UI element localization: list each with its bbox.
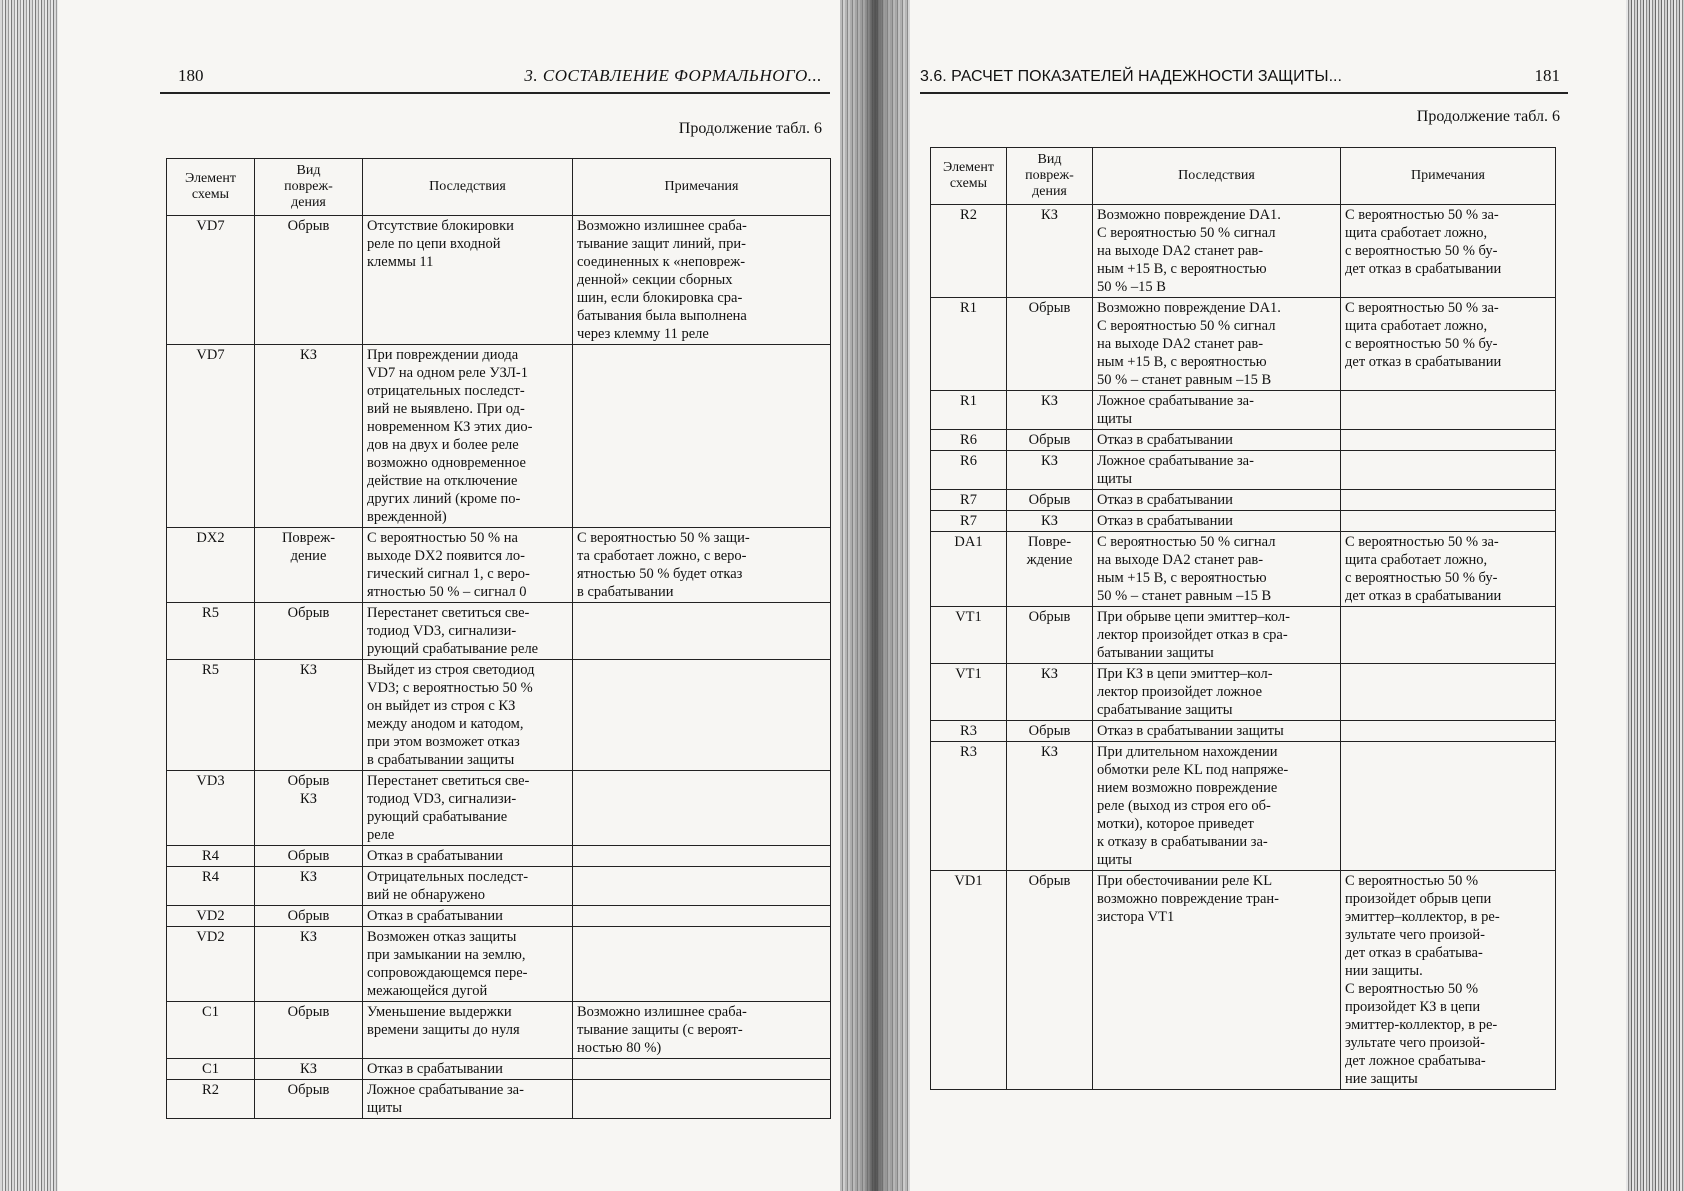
cell-note: Возможно излишнее сраба- тывание защит линий, при- соединенных к «неповреж- денной» секции сборных шин, если блокировка сра- батывания была выполнена через клемму 11 реле bbox=[573, 216, 831, 345]
left-page-number: 180 bbox=[178, 66, 204, 85]
left-failure-table bbox=[166, 158, 831, 1119]
cell-element: VD3 bbox=[167, 771, 255, 846]
cell-consequence: Отказ в срабатывании защиты bbox=[1093, 721, 1341, 742]
table-row bbox=[931, 391, 1556, 430]
cell-note bbox=[1341, 664, 1556, 721]
cell-consequence: Возможно повреждение DA1. С вероятностью 50 % сигнал на выходе DA2 станет рав- ным +15 В, с вероятностью 50 % –15 В bbox=[1093, 205, 1341, 298]
cell-damage-type: Обрыв bbox=[1007, 871, 1093, 1090]
cell-note bbox=[1341, 742, 1556, 871]
cell-consequence: Перестанет светиться све- тодиод VD3, сигнализи- рующий срабатывание реле bbox=[363, 771, 573, 846]
cell-damage-type: Повреж- дение bbox=[255, 528, 363, 603]
table-row bbox=[931, 871, 1556, 1090]
cell-element: C1 bbox=[167, 1002, 255, 1059]
cell-damage-type: КЗ bbox=[1007, 664, 1093, 721]
header-element: Элемент схемы bbox=[931, 148, 1007, 205]
cell-damage-type: КЗ bbox=[1007, 742, 1093, 871]
cell-note bbox=[573, 846, 831, 867]
cell-consequence: Перестанет светиться све- тодиод VD3, сигнализи- рующий срабатывание реле bbox=[363, 603, 573, 660]
cell-note bbox=[573, 1059, 831, 1080]
table-row bbox=[167, 927, 831, 1002]
right-running-title: 3.6. РАСЧЕТ ПОКАЗАТЕЛЕЙ НАДЕЖНОСТИ ЗАЩИТЫ... bbox=[920, 68, 1342, 85]
right-table-body bbox=[931, 205, 1556, 1090]
scan-right-edge bbox=[1626, 0, 1684, 1191]
table-row bbox=[167, 1059, 831, 1080]
cell-note bbox=[573, 906, 831, 927]
right-page bbox=[920, 0, 1568, 1191]
cell-damage-type: Повре- ждение bbox=[1007, 532, 1093, 607]
cell-consequence: Отказ в срабатывании bbox=[363, 906, 573, 927]
cell-note: С вероятностью 50 % за- щита сработает ложно, с вероятностью 50 % бу- дет отказ в срабатывании bbox=[1341, 205, 1556, 298]
cell-element: VD7 bbox=[167, 345, 255, 528]
cell-damage-type: КЗ bbox=[255, 660, 363, 771]
cell-consequence: Ложное срабатывание за- щиты bbox=[1093, 451, 1341, 490]
cell-consequence: Отказ в срабатывании bbox=[1093, 490, 1341, 511]
header-damage-type: Вид повреж- дения bbox=[255, 159, 363, 216]
cell-element: R1 bbox=[931, 298, 1007, 391]
cell-consequence: При длительном нахождении обмотки реле KL под напряже- нием возможно повреждение реле (выход из строя его об- мотки), которое приведет к отказу в срабатывании за- щиты bbox=[1093, 742, 1341, 871]
cell-element: R6 bbox=[931, 430, 1007, 451]
table-row bbox=[931, 742, 1556, 871]
cell-note bbox=[1341, 607, 1556, 664]
header-damage-type: Вид повреж- дения bbox=[1007, 148, 1093, 205]
cell-element: R5 bbox=[167, 603, 255, 660]
cell-element: C1 bbox=[167, 1059, 255, 1080]
cell-note bbox=[1341, 721, 1556, 742]
table-row bbox=[931, 532, 1556, 607]
cell-damage-type: КЗ bbox=[1007, 391, 1093, 430]
table-row bbox=[931, 511, 1556, 532]
cell-consequence: Отсутствие блокировки реле по цепи входной клеммы 11 bbox=[363, 216, 573, 345]
cell-damage-type: Обрыв bbox=[1007, 607, 1093, 664]
cell-damage-type: Обрыв bbox=[1007, 298, 1093, 391]
cell-consequence: При обесточивании реле KL возможно повреждение тран- зистора VT1 bbox=[1093, 871, 1341, 1090]
left-running-title: 3. СОСТАВЛЕНИЕ ФОРМАЛЬНОГО... bbox=[524, 66, 822, 85]
cell-note bbox=[573, 1080, 831, 1119]
scan-left-edge bbox=[0, 0, 58, 1191]
cell-note: Возможно излишнее сраба- тывание защиты (с вероят- ностью 80 %) bbox=[573, 1002, 831, 1059]
header-notes: Примечания bbox=[1341, 148, 1556, 205]
right-table-continuation: Продолжение табл. 6 bbox=[1416, 108, 1560, 125]
cell-consequence: С вероятностью 50 % на выходе DX2 появится ло- гический сигнал 1, с веро- ятностью 50 % – сигнал 0 bbox=[363, 528, 573, 603]
cell-damage-type: КЗ bbox=[1007, 511, 1093, 532]
left-table-body bbox=[167, 216, 831, 1119]
cell-consequence: Отказ в срабатывании bbox=[363, 1059, 573, 1080]
cell-element: R3 bbox=[931, 721, 1007, 742]
cell-note: С вероятностью 50 % произойдет обрыв цепи эмиттер–коллектор, в ре- зультате чего произой- дет отказ в срабатыва- нии защиты. С вероятностью 50 % произойдет КЗ в цепи эмиттер-коллектор, в ре- зультате чего произой- дет ложное срабатыва- ние защиты bbox=[1341, 871, 1556, 1090]
table-row bbox=[167, 771, 831, 846]
cell-consequence: Уменьшение выдержки времени защиты до нуля bbox=[363, 1002, 573, 1059]
cell-damage-type: КЗ bbox=[255, 345, 363, 528]
header-consequences: Последствия bbox=[1093, 148, 1341, 205]
table-row bbox=[167, 528, 831, 603]
cell-element: VD7 bbox=[167, 216, 255, 345]
cell-note bbox=[573, 345, 831, 528]
cell-damage-type: Обрыв bbox=[255, 1080, 363, 1119]
cell-damage-type: Обрыв КЗ bbox=[255, 771, 363, 846]
cell-element: R4 bbox=[167, 846, 255, 867]
cell-element: R2 bbox=[931, 205, 1007, 298]
right-failure-table bbox=[930, 147, 1556, 1090]
header-consequences: Последствия bbox=[363, 159, 573, 216]
cell-consequence: Отказ в срабатывании bbox=[1093, 511, 1341, 532]
cell-consequence: Ложное срабатывание за- щиты bbox=[1093, 391, 1341, 430]
cell-element: R1 bbox=[931, 391, 1007, 430]
cell-consequence: С вероятностью 50 % сигнал на выходе DA2 станет рав- ным +15 В, с вероятностью 50 % – станет равным –15 В bbox=[1093, 532, 1341, 607]
cell-damage-type: Обрыв bbox=[255, 1002, 363, 1059]
cell-note: С вероятностью 50 % за- щита сработает ложно, с вероятностью 50 % бу- дет отказ в срабатывании bbox=[1341, 532, 1556, 607]
cell-damage-type: Обрыв bbox=[1007, 430, 1093, 451]
table-header-row bbox=[167, 159, 831, 216]
cell-element: VD2 bbox=[167, 906, 255, 927]
cell-damage-type: Обрыв bbox=[255, 603, 363, 660]
cell-damage-type: КЗ bbox=[255, 927, 363, 1002]
table-row bbox=[931, 721, 1556, 742]
table-row bbox=[931, 205, 1556, 298]
cell-damage-type: КЗ bbox=[255, 867, 363, 906]
cell-consequence: При КЗ в цепи эмиттер–кол- лектор произойдет ложное срабатывание защиты bbox=[1093, 664, 1341, 721]
left-table-continuation: Продолжение табл. 6 bbox=[678, 120, 822, 137]
cell-damage-type: Обрыв bbox=[1007, 721, 1093, 742]
table-row bbox=[931, 664, 1556, 721]
cell-element: DA1 bbox=[931, 532, 1007, 607]
table-row bbox=[167, 345, 831, 528]
cell-damage-type: Обрыв bbox=[255, 906, 363, 927]
cell-note: С вероятностью 50 % за- щита сработает ложно, с вероятностью 50 % бу- дет отказ в срабатывании bbox=[1341, 298, 1556, 391]
cell-note bbox=[1341, 391, 1556, 430]
cell-element: R7 bbox=[931, 490, 1007, 511]
table-row bbox=[167, 846, 831, 867]
cell-element: VD1 bbox=[931, 871, 1007, 1090]
table-row bbox=[931, 430, 1556, 451]
cell-consequence: Выйдет из строя светодиод VD3; с вероятностью 50 % он выйдет из строя с КЗ между анодом и катодом, при этом возможет отказ в срабатывании защиты bbox=[363, 660, 573, 771]
table-row bbox=[167, 906, 831, 927]
table-row bbox=[931, 451, 1556, 490]
left-page bbox=[160, 0, 830, 1191]
cell-consequence: Возможно повреждение DA1. С вероятностью 50 % сигнал на выходе DA2 станет рав- ным +15 В, с вероятностью 50 % – станет равным –15 В bbox=[1093, 298, 1341, 391]
cell-element: R2 bbox=[167, 1080, 255, 1119]
cell-element: R5 bbox=[167, 660, 255, 771]
cell-note bbox=[573, 867, 831, 906]
table-row bbox=[931, 607, 1556, 664]
table-row bbox=[167, 216, 831, 345]
table-row bbox=[931, 490, 1556, 511]
table-header-row bbox=[931, 148, 1556, 205]
cell-element: R3 bbox=[931, 742, 1007, 871]
header-element: Элемент схемы bbox=[167, 159, 255, 216]
cell-note bbox=[573, 660, 831, 771]
left-running-head bbox=[160, 62, 830, 94]
cell-damage-type: КЗ bbox=[1007, 205, 1093, 298]
cell-damage-type: Обрыв bbox=[255, 846, 363, 867]
cell-element: VT1 bbox=[931, 664, 1007, 721]
cell-consequence: Отрицательных последст- вий не обнаружено bbox=[363, 867, 573, 906]
cell-element: R6 bbox=[931, 451, 1007, 490]
table-row bbox=[167, 603, 831, 660]
cell-note bbox=[573, 603, 831, 660]
cell-note bbox=[1341, 430, 1556, 451]
cell-note bbox=[1341, 490, 1556, 511]
cell-element: DX2 bbox=[167, 528, 255, 603]
table-row bbox=[931, 298, 1556, 391]
book-spine-shadow bbox=[840, 0, 910, 1191]
cell-consequence: Отказ в срабатывании bbox=[363, 846, 573, 867]
cell-damage-type: КЗ bbox=[1007, 451, 1093, 490]
table-row bbox=[167, 867, 831, 906]
cell-element: VD2 bbox=[167, 927, 255, 1002]
cell-consequence: Ложное срабатывание за- щиты bbox=[363, 1080, 573, 1119]
table-row bbox=[167, 1080, 831, 1119]
cell-note bbox=[1341, 511, 1556, 532]
cell-consequence: Возможен отказ защиты при замыкании на землю, сопровождающемся пере- межающейся дугой bbox=[363, 927, 573, 1002]
right-running-head bbox=[920, 62, 1568, 94]
cell-damage-type: Обрыв bbox=[1007, 490, 1093, 511]
right-page-number: 181 bbox=[1534, 66, 1560, 85]
cell-consequence: При повреждении диода VD7 на одном реле УЗЛ-1 отрицательных последст- вий не выявлено. При од- новременном КЗ этих дио- дов на двух и более реле возможно одновременное действие на отключение других линий (кроме по- врежденной) bbox=[363, 345, 573, 528]
cell-damage-type: КЗ bbox=[255, 1059, 363, 1080]
table-row bbox=[167, 660, 831, 771]
cell-note bbox=[573, 771, 831, 846]
cell-element: R4 bbox=[167, 867, 255, 906]
cell-consequence: При обрыве цепи эмиттер–кол- лектор произойдет отказ в сра- батывании защиты bbox=[1093, 607, 1341, 664]
cell-element: VT1 bbox=[931, 607, 1007, 664]
cell-damage-type: Обрыв bbox=[255, 216, 363, 345]
cell-note bbox=[573, 927, 831, 1002]
table-row bbox=[167, 1002, 831, 1059]
cell-consequence: Отказ в срабатывании bbox=[1093, 430, 1341, 451]
cell-element: R7 bbox=[931, 511, 1007, 532]
header-notes: Примечания bbox=[573, 159, 831, 216]
cell-note bbox=[1341, 451, 1556, 490]
cell-note: С вероятностью 50 % защи- та сработает ложно, с веро- ятностью 50 % будет отказ в срабатывании bbox=[573, 528, 831, 603]
